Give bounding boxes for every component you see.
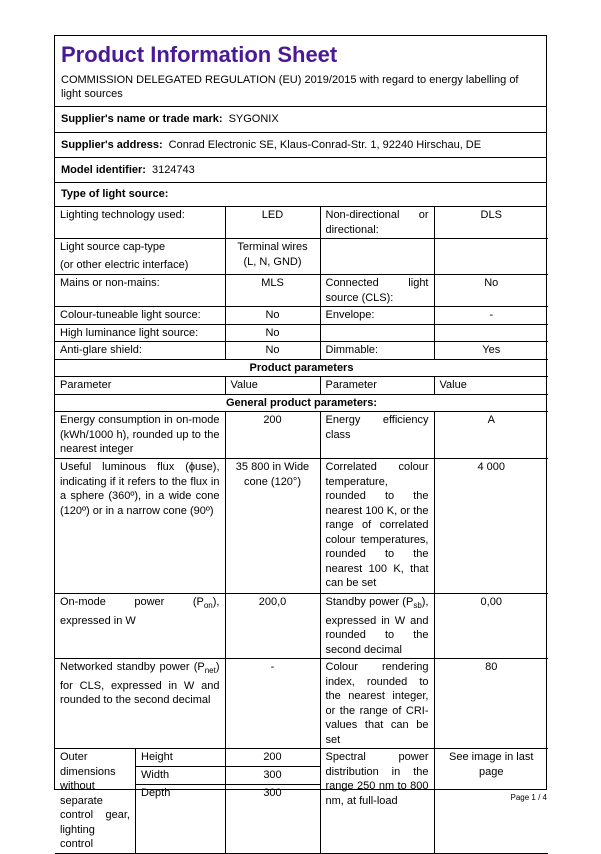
model-row [55, 158, 546, 183]
dimensions-cell [55, 749, 225, 854]
energy-class-value: A [434, 412, 548, 459]
standby-power-label-a: Standby power (P [325, 596, 414, 608]
directional-label: Non-directional or directional: [320, 207, 434, 239]
table-row [55, 359, 548, 377]
table-row [55, 659, 548, 749]
standby-power-value: 0,00 [434, 594, 548, 659]
luminous-flux-label: Useful luminous flux (ϕuse), indicating if it refers to the flux in a sphere (360º), in a wide cone (120º) or in a narrow cone (90º) [55, 459, 225, 594]
empty-cell [320, 239, 434, 275]
page-number: Page 1 / 4 [510, 793, 547, 802]
type-row [55, 183, 546, 207]
general-parameters-heading: General product parameters: [55, 394, 548, 412]
on-mode-power-sub: on [203, 601, 213, 611]
table-row [55, 307, 548, 325]
page-title: Product Information Sheet [61, 42, 338, 67]
table-row [55, 377, 548, 395]
colour-tuneable-value: No [225, 307, 320, 325]
dim-depth-value: 300 [263, 787, 282, 800]
cap-type-value-line2: (L, N, GND) [243, 255, 302, 268]
type-label: Type of light source: [61, 188, 169, 200]
networked-standby-label-b: ) for CLS, expressed in W and rounded to the second decimal [60, 661, 220, 707]
dim-depth-label: Depth [141, 787, 171, 800]
cct-label: Correlated colour temperature, rounded to the nearest 100 K, or the range of correlated colour temperatures, rounded to the nearest 100 K, that can be set [320, 459, 434, 594]
cri-label: Colour rendering index, rounded to the nearest integer, or the range of CRI-values that can be set [320, 659, 434, 749]
supplier-name-label: Supplier's name or trade mark: [61, 113, 223, 125]
networked-standby-value: - [225, 659, 320, 749]
mains-label: Mains or non-mains: [55, 275, 225, 307]
empty-cell [434, 239, 548, 275]
luminous-flux-value: 35 800 in Wide cone (120°) [225, 459, 320, 594]
high-luminance-label: High luminance light source: [55, 324, 225, 342]
on-mode-power-label [55, 594, 225, 659]
supplier-address-row [55, 133, 546, 158]
tech-value: LED [225, 207, 320, 239]
col-parameter-header: Parameter [320, 377, 434, 395]
dim-width-value: 300 [226, 767, 320, 785]
energy-consumption-label: Energy consumption in on-mode (kWh/1000 h), rounded up to the nearest integer [55, 412, 225, 459]
standby-power-label [320, 594, 434, 659]
dim-height-label: Height [136, 749, 225, 767]
cls-label: Connected light source (CLS): [320, 275, 434, 307]
dim-height-value: 200 [226, 749, 320, 767]
high-luminance-value: No [225, 324, 320, 342]
on-mode-power-label-a: On-mode power (P [60, 596, 204, 608]
networked-standby-sub: net [204, 666, 216, 676]
supplier-address-value: Conrad Electronic SE, Klaus-Conrad-Str. 1, 92240 Hirschau, DE [168, 139, 482, 151]
cap-type-label-line2: (or other electric interface) [60, 258, 189, 271]
empty-cell [320, 324, 434, 342]
mains-value: MLS [225, 275, 320, 307]
model-label: Model identifier: [61, 164, 146, 176]
cap-type-label-line1: Light source cap-type [60, 241, 166, 253]
cap-type-value [225, 239, 320, 275]
anti-glare-value: No [225, 342, 320, 360]
col-value-header: Value [434, 377, 548, 395]
on-mode-power-label-b: ), expressed in W [60, 596, 220, 627]
table-row [55, 594, 548, 659]
supplier-name-value: SYGONIX [228, 113, 279, 125]
model-value: 3124743 [151, 164, 195, 176]
spectral-distribution-value: See image in last page [434, 749, 548, 854]
cls-value: No [434, 275, 548, 307]
anti-glare-label: Anti-glare shield: [55, 342, 225, 360]
product-parameters-heading: Product parameters [55, 359, 548, 377]
empty-cell [434, 324, 548, 342]
cap-type-value-line1: Terminal wires [237, 241, 308, 253]
table-row [55, 412, 548, 459]
dimension-values [225, 749, 320, 854]
envelope-label: Envelope: [320, 307, 434, 325]
cap-type-label [55, 239, 225, 275]
table-row [55, 749, 548, 854]
regulation-subtitle: COMMISSION DELEGATED REGULATION (EU) 2019/2015 with regard to energy labelling of light sources [55, 70, 546, 107]
standby-power-label-b: ), expressed in W and rounded to the second decimal [325, 596, 429, 656]
envelope-value: - [434, 307, 548, 325]
spectral-distribution-label: Spectral power distribution in the range 250 nm to 800 nm, at full-load [320, 749, 434, 854]
table-row [55, 207, 548, 239]
table-row [55, 324, 548, 342]
dimensions-label: Outer dimensions without separate control gear, lighting control [55, 749, 136, 853]
col-value-header: Value [225, 377, 320, 395]
energy-class-label: Energy efficiency class [320, 412, 434, 459]
cct-value: 4 000 [434, 459, 548, 594]
table-row [55, 394, 548, 412]
dim-width-label: Width [136, 767, 225, 785]
type-table [55, 207, 548, 854]
on-mode-power-value: 200,0 [225, 594, 320, 659]
networked-standby-label-a: Networked standby power (P [60, 661, 205, 674]
supplier-address-label: Supplier's address: [61, 139, 163, 151]
cri-value: 80 [434, 659, 548, 749]
directional-value: DLS [434, 207, 548, 239]
energy-consumption-value: 200 [225, 412, 320, 459]
table-row [55, 342, 548, 360]
col-parameter-header: Parameter [55, 377, 225, 395]
standby-power-sub: sb [413, 601, 422, 611]
dimmable-value: Yes [434, 342, 548, 360]
dimmable-label: Dimmable: [320, 342, 434, 360]
table-row [55, 275, 548, 307]
table-row [55, 239, 548, 275]
networked-standby-label [55, 659, 225, 749]
supplier-name-row [55, 107, 546, 133]
dimension-names [136, 749, 225, 853]
tech-label: Lighting technology used: [55, 207, 225, 239]
colour-tuneable-label: Colour-tuneable light source: [55, 307, 225, 325]
table-row [55, 459, 548, 594]
